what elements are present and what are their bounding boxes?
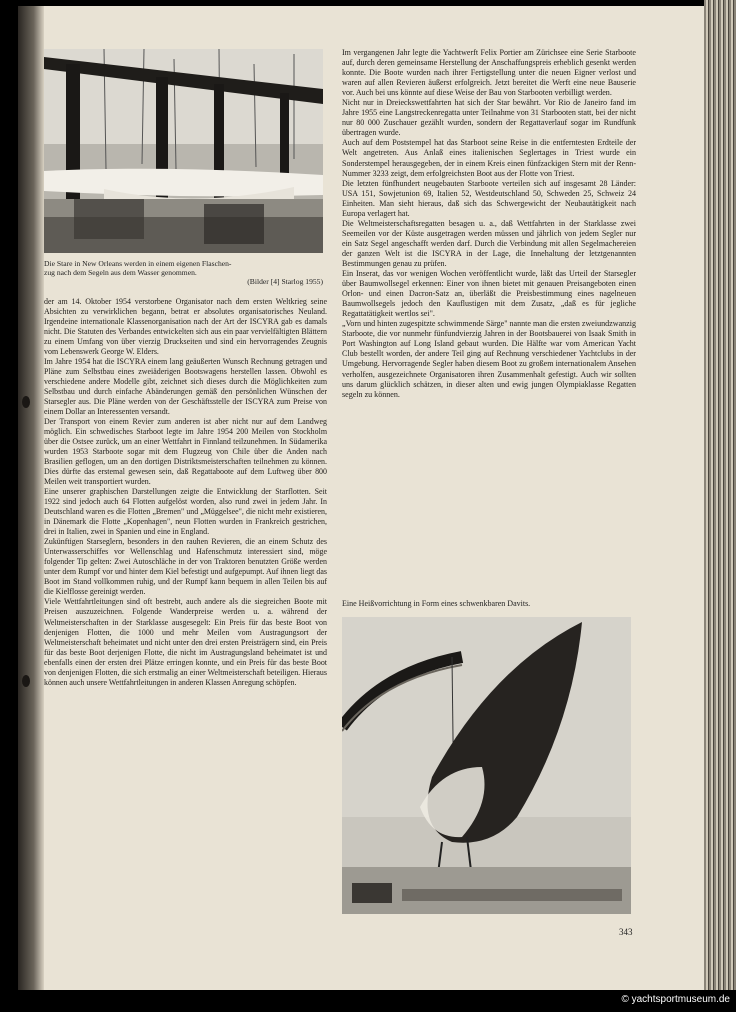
paragraph: Eine unserer graphischen Darstellungen zeigte die Entwicklung der Starflotten. Seit 1922 sind jedoch auch 64 Flotten aufgelöst worden, also rund zwei in jedem Jahr. In Deutschland waren es die Flotten „Bremen" und „Müggelsee", die nicht mehr existieren, in Dänemark die Flotte „Kopenhagen", neun Flotten wurden in Frankreich gestrichen, drei in Italien, zwei in Spanien und eine in England.: [44, 487, 327, 537]
left-text-column: [44, 297, 327, 688]
top-photo-caption: [44, 259, 323, 286]
book-binding-edge: [704, 0, 736, 990]
paragraph: Ein Inserat, das vor wenigen Wochen veröffentlicht wurde, läßt das Urteil der Starsegler über Baumwollsegel erkennen: Einer von ihnen bietet mit genauen Preisangeboten einen Orlon- und einen Dacron-Satz an, überläßt die Preisbestimmung eines nagelneuen Baumwollsegels jedoch den Kauflustigen mit dem Zusatz, „daß es für jegliche Regattatätigkeit wertlos sei".: [342, 269, 636, 319]
paragraph: Die letzten fünfhundert neugebauten Starboote verteilen sich auf insgesamt 28 Länder: USA 151, Sowjetunion 69, Italien 52, Westdeutschland 50, Schweden 25, Schweiz 24 Einheiten. Man sieht hieraus, daß sich das Schwergewicht der Neubautätigkeit nach Europa verlagert hat.: [342, 178, 636, 218]
watermark: © yachtsportmuseum.de: [621, 994, 730, 1005]
binding-hole: [22, 675, 30, 687]
photo-davit-hoist: [342, 617, 631, 914]
right-text-column: [342, 48, 636, 400]
paragraph: Die Weltmeisterschaftsregatten besagen u. a., daß Wettfahrten in der Starklasse zwei Seemeilen vor der Küste ausgetragen werden müssen und jährlich von jedem Segler nur ein Satz Segel angeschafft werden darf. Durch die Verbindung mit allen Segelmachereien der ganzen Welt ist die ISCYRA in der Lage, die Innehaltung der letztgenannten Bestimmungen genau zu prüfen.: [342, 218, 636, 268]
paragraph: Viele Wettfahrtleitungen sind oft bestrebt, auch andere als die siegreichen Boote mit Preisen auszuzeichnen. Folgende Wanderpreise werden u. a. während der Weltmeisterschaften in der Starklasse ausgesegelt: Ein Preis für das beste Boot von denjenigen Flotten, die 1000 und mehr Meilen vom Austragungsort der Weltmeisterschaft beheimatet und nicht unter den drei ersten Preisträgern sind, ein Preis für das beste Boot derjenigen Flotte, die nicht im Austragungsland beheimatet ist und ebenfalls einen der ersten drei Plätze erringen konnte, und ein Preis für das beste Boot von denjenigen Flotten, die sich erstmalig an einer Weltmeisterschaft beteiligen. Hieraus können auch unsere Wettfahrtleitungen in anderen Klassen Anregung schöpfen.: [44, 597, 327, 687]
page-number: 343: [619, 927, 633, 937]
caption-line: zug nach dem Segeln aus dem Wasser genommen.: [44, 268, 197, 277]
photo-credit: (Bilder [4] Starlog 1955): [247, 277, 323, 286]
paragraph: Auch auf dem Poststempel hat das Starboot seine Reise in die entferntesten Erdteile der Welt angetreten. Aus Anlaß eines italienischen Seglertages in Triest wurde ein Sonderstempel herausgegeben, der in einem Kreis einen fünfzackigen Stern mit der Renn-Nummer 3233 zeigt, dem erfolgreichsten Boot aus der Flotte von Triest.: [342, 138, 636, 178]
photo-boats-on-hoist: [44, 49, 323, 253]
caption-line: Die Stare in New Orleans werden in einem eigenen Flaschen-: [44, 259, 232, 268]
paragraph: „Vorn und hinten zugespitzte schwimmende Särge" nannte man die ersten zweiundzwanzig Starboote, die vor nunmehr fünfundvierzig Jahren in der Bootsbauerei von Isaak Smith in Port Washington auf Long Island gebaut wurden. Die Hälfte war vom American Yacht Club bestellt worden, der andere Teil ging auf Rechnung verschiedener Yachtclubs in der Umgebung. Hervorragende Segler haben diesem Boot zu großem internationalem Ansehen verholfen, ausgezeichnete Organisatoren ihren Zusammenhalt gefestigt. Auch wir sollten uns darum glücklich schätzen, in dieser alten und ewig jungen Olympiaklasse Regatten segeln zu können.: [342, 319, 636, 399]
binding-hole: [22, 396, 30, 408]
paragraph: Im vergangenen Jahr legte die Yachtwerft Felix Portier am Zürichsee eine Serie Starboote auf, durch deren gemeinsame Herstellung der Anschaffungspreis erheblich gesenkt werden konnte. Die Boote wurden nach ihrer Fertigstellung unter die neuen Eigner verlost und waren auf allen Revieren äußerst erfolgreich. Jetzt bereitet die Werft eine neue Bauserie vor. Auch bei uns könnte auf diese Weise der Bau von Starbooten verbilligt werden.: [342, 48, 636, 98]
magazine-page: [18, 6, 704, 990]
paragraph: Nicht nur in Dreieckswettfahrten hat sich der Star bewährt. Vor Rio de Janeiro fand im Jahre 1955 eine Langstreckenregatta unter Teilnahme von 31 Starbooten statt, bei der nicht nur 80 000 Zuschauer gezählt wurden, sondern der Regattaverlauf sogar im Rundfunk übertragen wurde.: [342, 98, 636, 138]
paragraph: der am 14. Oktober 1954 verstorbene Organisator nach dem ersten Weltkrieg seine Absichten zu verwirklichen begann, betrat er absolutes organisatorisches Neuland. Irgendeine internationale Klassenorganisation nach der Art der ISCYRA gab es damals nicht. Die Statuten des Verbandes entwickelten sich aus ein paar vervielfältigten Blättern zu einem Umfang von über vierzig Druckseiten und sind ein hervorragendes Zeugnis vom Lebenswerk George W. Elders.: [44, 297, 327, 357]
paragraph: Zukünftigen Starseglern, besonders in den rauhen Revieren, die an einem Schutz des Unterwasserschiffes vor Wellenschlag und Hafenschmutz interessiert sind, möge folgender Tip gelten: Zwei Autoschläche in der von Traktoren benutzten Größe werden unter dem Rumpf vor und hinter dem Kiel befestigt und aufgepumpt. Auf ihnen liegt das Boot im Stand vollkommen ruhig, und der Rumpf kann bequem in allen Teilen bis auf die Kielflosse gereinigt werden.: [44, 537, 327, 597]
bottom-photo-caption: Eine Heißvorrichtung in Form eines schwenkbaren Davits.: [342, 599, 531, 608]
paragraph: Im Jahre 1954 hat die ISCYRA einem lang geäußerten Wunsch Rechnung getragen und Pläne zum Selbstbau eines zweiäderigen Bootswagens herstellen lassen. Obwohl es verschiedene andere Modelle gibt, zeichnet sich dieses durch die Möglichkeiten zum Selbstbau und durch einfache Abänderungen gemäß den persönlichen Wünschen der Starsegler aus. Die Pläne werden von der Geschäftsstelle der ISCYRA zum Preise von einem Dollar an Interessenten versandt.: [44, 357, 327, 417]
page-gutter-shadow: [18, 6, 44, 990]
paragraph: Der Transport von einem Revier zum anderen ist aber nicht nur auf dem Landweg möglich. Ein schwedisches Starboot legte im Jahre 1954 200 Meilen von Stockholm über die Ostsee zurück, um an einer Wettfahrt in Finnland teilzunehmen. In Südamerika wurden 1953 Starboote sogar mit dem Flugzeug von Chile über die Anden nach Brasilien geflogen, um an den dortigen Distriktsmeisterschaften teilnehmen zu können. Dies dürfte das erstemal gewesen sein, daß Regattaboote auf dem Luftweg über 800 Meilen weit transportiert wurden.: [44, 417, 327, 487]
